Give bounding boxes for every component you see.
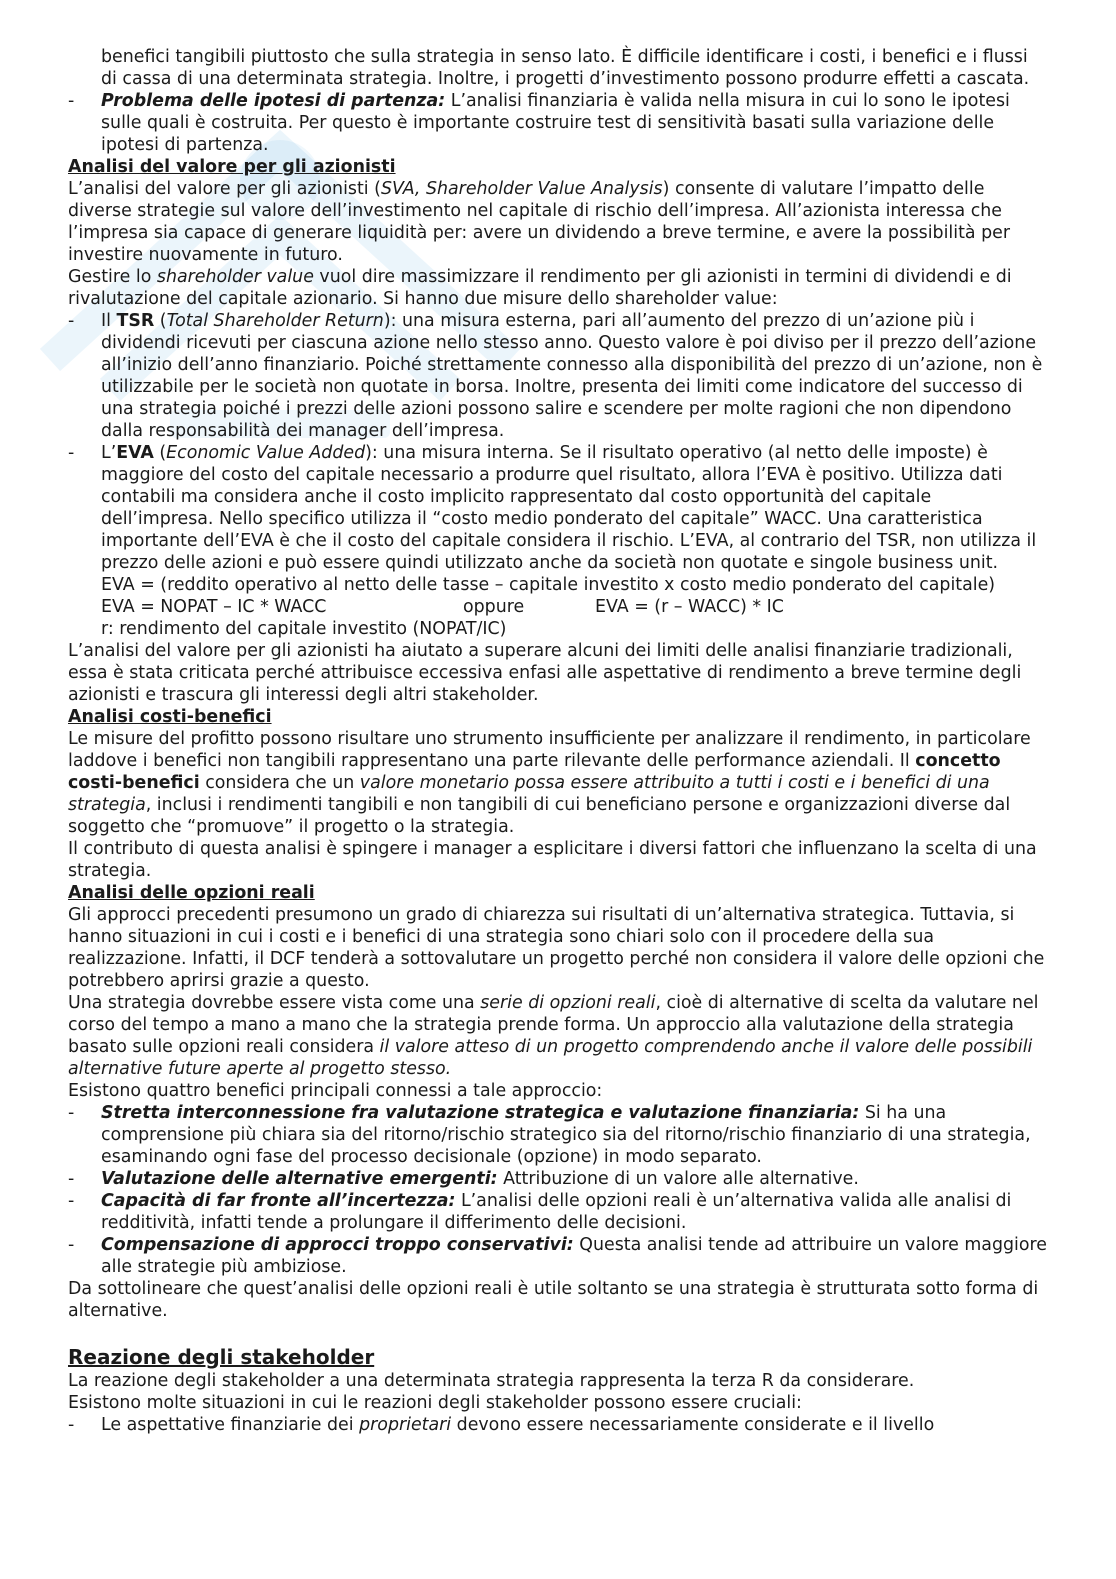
or-paragraph-3: Esistono quattro benefici principali connessi a tale approccio: [68,1081,603,1101]
cb-paragraph-2: Il contributo di questa analisi è spingere i manager a esplicitare i diversi fattori che influenzano la scelta di una strategia. [68,839,1037,881]
sva-paragraph-3: L’analisi del valore per gli azionisti ha aiutato a superare alcuni dei limiti delle analisi finanziarie tradizionali, essa è stata criticata perché attribuisce eccessiva enfasi alle aspettative di rendimento a breve termine degli azionisti e trascura gli interessi degli altri stakeholder. [68,641,1022,705]
rs-paragraph-2: Esistono molte situazioni in cui le reazioni degli stakeholder possono essere cruciali: [68,1393,802,1413]
heading-analisi-valore-azionisti: Analisi del valore per gli azionisti [68,157,396,177]
bullet-ipotesi-di-partenza: - Problema delle ipotesi di partenza: L’analisi finanziaria è valida nella misura in cui lo sono le ipotesi sulle quali è costruita. Per questo è importante costruire test di sensitività basati sulla variazione delle ipotesi di partenza. [68,90,1048,156]
eva-formula-nopat: EVA = NOPAT – IC * WACC [101,597,327,617]
heading-analisi-opzioni-reali: Analisi delle opzioni reali [68,883,315,903]
or-paragraph-4: Da sottolineare che quest’analisi delle opzioni reali è utile soltanto se una strategia è strutturata sotto forma di alternative. [68,1279,1039,1321]
eva-formula-r-wacc: EVA = (r – WACC) * IC [595,597,784,617]
bullet-interconnessione: - Stretta interconnessione fra valutazione strategica e valutazione finanziaria: Si ha una comprensione più chiara sia del ritorno/rischio strategico sia del ritorno/rischio finanziario di una strategia, esaminando ogni fase del processo decisionale (opzione) in modo separato. [68,1102,1048,1168]
or-paragraph-1: Gli approcci precedenti presumono un grado di chiarezza sui risultati di un’alternativa strategica. Tuttavia, si hanno situazioni in cui i costi e i benefici di una strategia sono chiari solo con il procedere della sua realizzazione. Infatti, il DCF tenderà a sottovalutare un progetto perché non considera il valore delle opzioni che potrebbero aprirsi grazie a questo. [68,905,1045,991]
heading-analisi-costi-benefici: Analisi costi-benefici [68,707,272,727]
bullet-aspettative-proprietari: - Le aspettative finanziarie dei proprietari devono essere necessariamente considerate e il livello [68,1414,1048,1436]
bullet-eva: - L’EVA (Economic Value Added): una misura interna. Se il risultato operativo (al netto delle imposte) è maggiore del costo del capitale necessario a produrre quel risultato, allora l’EVA è positivo. Utilizza dati contabili ma considera anche il costo implicito rappresentato dal costo opportunità del capitale dell’impresa. Nello specifico utilizza il “costo medio ponderato del capitale” WACC. Una caratteristica importante dell’EVA è che il costo del capitale considera il rischio. L’EVA, al contrario del TSR, non utilizza il prezzo delle azioni e può essere quindi utilizzato anche da società non quotate e singole business unit. [68,442,1048,574]
bullet-incertezza: - Capacità di far fronte all’incertezza: L’analisi delle opzioni reali è un’alternativa valida alle analisi di redditività, infatti tende a prolungare il differimento delle decisioni. [68,1190,1048,1234]
sva-paragraph-1: L’analisi del valore per gli azionisti (SVA, Shareholder Value Analysis) consente di valutare l’impatto delle diverse strategie sul valore dell’investimento nel capitale di rischio dell’impresa. All’azionista interessa che l’impresa sia capace di generare liquidità per: avere un dividendo a breve termine, e avere la possibilità per investire nuovamente in futuro. [68,179,1010,265]
cb-paragraph-1: Le misure del profitto possono risultare uno strumento insufficiente per analizzare il rendimento, in particolare laddove i benefici non tangibili rappresentano una parte rilevante delle performance aziendali. Il concetto costi-benefici considera che un valore monetario possa essere attribuito a tutti i costi e i benefici di una strategia, inclusi i rendimenti tangibili e non tangibili di cui beneficiano persone e organizzazioni diverse dal soggetto che “promuove” il progetto o la strategia. [68,729,1031,837]
previous-bullet-continuation: benefici tangibili piuttosto che sulla strategia in senso lato. È difficile identificare i costi, i benefici e i flussi di cassa di una determinata strategia. Inoltre, i progetti d’investimento possono produrre effetti a cascata. [101,47,1030,89]
eva-formula-1: EVA = (reddito operativo al netto delle tasse – capitale investito x costo medio ponderato del capitale) [101,575,996,595]
rs-paragraph-1: La reazione degli stakeholder a una determinata strategia rappresenta la terza R da considerare. [68,1371,915,1391]
heading-reazione-stakeholder: Reazione degli stakeholder [68,1345,375,1369]
eva-formula-2 [68,596,1048,618]
bullet-tsr: - Il TSR (Total Shareholder Return): una misura esterna, pari all’aumento del prezzo di un’azione più i dividendi ricevuti per ciascuna azione nello stesso anno. Questo valore è poi diviso per il prezzo dell’azione all’inizio dell’anno finanziario. Poiché strettamente connesso alla disponibilità del prezzo di un’azione, non è utilizzabile per le società non quotate in borsa. Inoltre, presenta dei limiti come indicatore del successo di una strategia poiché i prezzi delle azioni possono salire e scendere per molte ragioni che non dipendono dalla responsabilità dei manager dell’impresa. [68,310,1048,442]
or-paragraph-2: Una strategia dovrebbe essere vista come una serie di opzioni reali, cioè di alternative di scelta da valutare nel corso del tempo a mano a mano che la strategia prende forma. Un approccio alla valutazione della strategia basato sulle opzioni reali considera il valore atteso di un progetto comprendendo anche il valore delle possibili alternative future aperte al progetto stesso. [68,993,1039,1079]
bullet-approcci-conservativi: - Compensazione di approcci troppo conservativi: Questa analisi tende ad attribuire un valore maggiore alle strategie più ambiziose. [68,1234,1048,1278]
bullet-alternative-emergenti: - Valutazione delle alternative emergenti: Attribuzione di un valore alle alternative. [68,1168,1048,1190]
sva-paragraph-2: Gestire lo shareholder value vuol dire massimizzare il rendimento per gli azionisti in termini di dividendi e di rivalutazione del capitale azionario. Si hanno due misure dello shareholder value: [68,267,1012,309]
document-page [68,46,1048,1436]
eva-formula-3: r: rendimento del capitale investito (NOPAT/IC) [101,619,507,639]
eva-formula-oppure: oppure [463,597,525,617]
